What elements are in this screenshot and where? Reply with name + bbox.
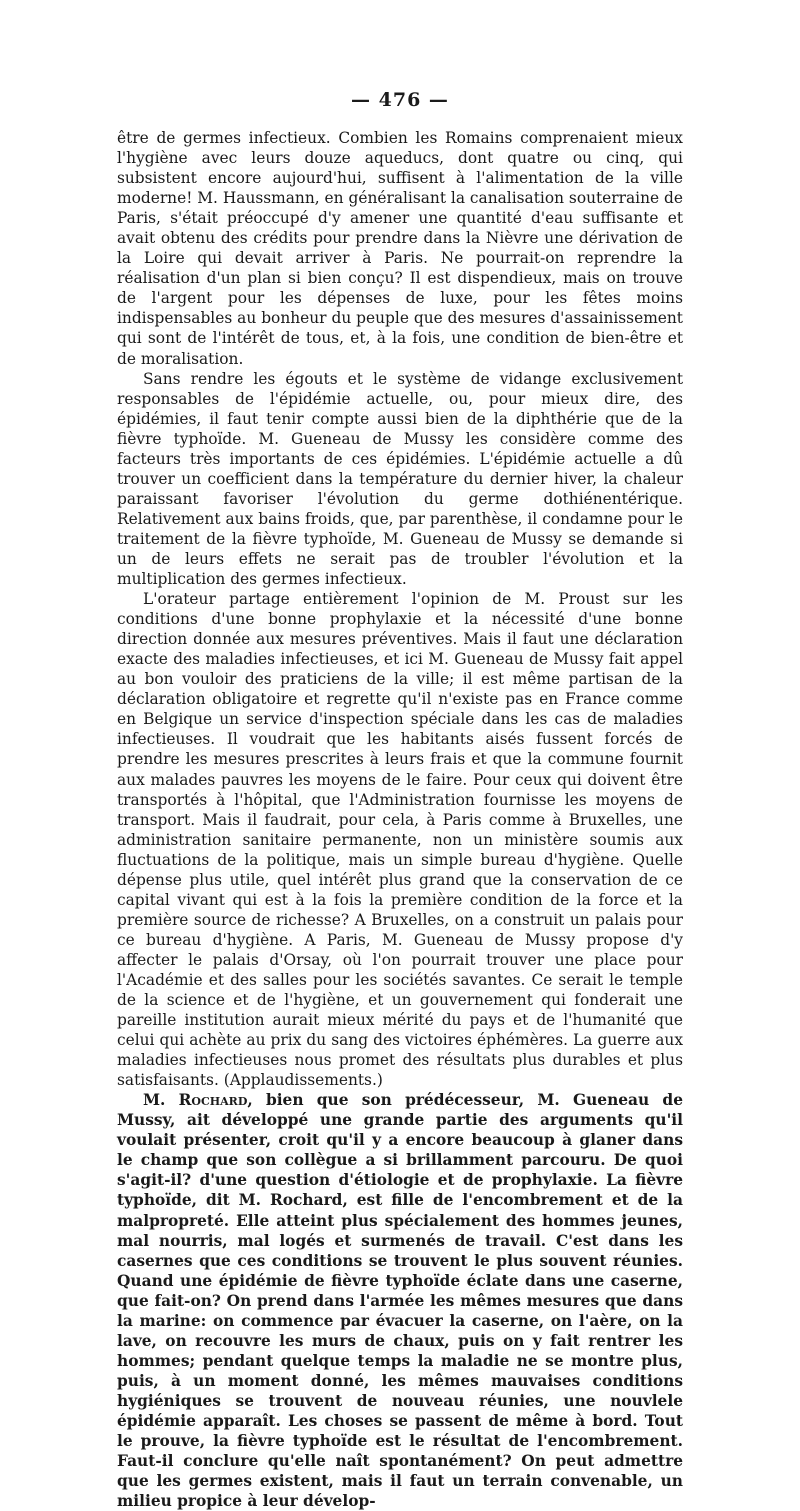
paragraph-4 bbox=[117, 1090, 683, 1511]
speaker-name: M. Rochard, bbox=[143, 1091, 253, 1110]
paragraph-text: L'orateur partage entièrement l'opinion de M. Proust sur les conditions d'une bonne prophylaxie et la nécessité d'une bonne direction donnée aux mesures préventives. Mais il faut une déclaration exacte des maladies infectieuses, et ici M. Gueneau de Mussy fait appel au bon vouloir des praticiens de la ville; il est même partisan de la déclaration obligatoire et regrette qu'il n'existe pas en France comme en Belgique un service d'inspection spéciale dans les cas de maladies infectieuses. Il voudrait que les habitants aisés fussent forcés de prendre les mesures prescrites à leurs frais et que la commune fournit aux malades pauvres les moyens de le faire. Pour ceux qui doivent être transportés à l'hôpital, que l'Administration fournisse les moyens de transport. Mais il faudrait, pour cela, à Paris comme à Bruxelles, une administration sanitaire permanente, non un ministère soumis aux fluctuations de la politique, mais un simple bureau d'hygiène. Quelle dépense plus utile, quel intérêt plus grand que la conservation de ce capital vivant qui est à la fois la première condition de la force et la première source de richesse? A Bruxelles, on a construit un palais pour ce bureau d'hygiène. A Paris, M. Gueneau de Mussy propose d'y affecter le palais d'Orsay, où l'on pourrait trouver une place pour l'Académie et des salles pour les sociétés savantes. Ce serait le temple de la science et de l'hygiène, et un gouvernement qui fonderait une pareille institution aurait mieux mérité du pays et de l'humanité que celui qui achète au prix du sang des victoires éphémères. La guerre aux maladies infectieuses nous promet des résultats plus durables et plus satisfaisants. (Applaudissements.) bbox=[117, 590, 683, 1090]
body-text bbox=[117, 128, 683, 1511]
paragraph-text: bien que son prédécesseur, M. Gueneau de Mussy, ait développé une grande partie des arguments qu'il voulait présenter, croit qu'il y a encore beaucoup à glaner dans le champ que son collègue a si brillamment parcouru. De quoi s'agit-il? d'une question d'étiologie et de prophylaxie. La fièvre typhoïde, dit M. Rochard, est fille de l'encombrement et de la malpropreté. Elle atteint plus spécialement des hommes jeunes, mal nourris, mal logés et surmenés de travail. C'est dans les casernes que ces conditions se trouvent le plus souvent réunies. Quand une épidémie de fièvre typhoïde éclate dans une caserne, que fait-on? On prend dans l'armée les mêmes mesures que dans la marine: on commence par évacuer la caserne, on l'aère, on la lave, on recouvre les murs de chaux, puis on y fait rentrer les hommes; pendant quelque temps la maladie ne se montre plus, puis, à un moment donné, les mêmes mauvaises conditions hygiéniques se trouvent de nouveau réunies, une nouvlele épidémie apparaît. Les choses se passent de même à bord. Tout le prouve, la fièvre typhoïde est le résultat de l'encombrement. Faut-il conclure qu'elle naît spontanément? On peut admettre que les germes existent, mais il faut un terrain convenable, un milieu propice à leur dévelop- bbox=[117, 1091, 683, 1511]
paragraph-text: Sans rendre les égouts et le système de vidange exclusivement responsables de l'épidémie actuelle, ou, pour mieux dire, des épidémies, il faut tenir compte aussi bien de la diphthérie que de la fièvre typhoïde. M. Gueneau de Mussy les considère comme des facteurs très importants de ces épidémies. L'épidémie actuelle a dû trouver un coefficient dans la température du dernier hiver, la chaleur paraissant favoriser l'évolution du germe dothiénentérique. Relativement aux bains froids, que, par parenthèse, il condamne pour le traitement de la fièvre typhoïde, M. Gueneau de Mussy se demande si un de leurs effets ne serait pas de troubler l'évolution et la multiplication des germes infectieux. bbox=[117, 369, 683, 589]
paragraph-2 bbox=[117, 369, 683, 590]
book-page bbox=[117, 86, 683, 1511]
paragraph-text: être de germes infectieux. Combien les Romains comprenaient mieux l'hygiène avec leurs douze aqueducs, dont quatre ou cinq, qui subsistent encore aujourd'hui, suffisent à l'alimentation de la ville moderne! M. Haussmann, en généralisant la canalisation souterraine de Paris, s'était préoccupé d'y amener une quantité d'eau suffisante et avait obtenu des crédits pour prendre dans la Nièvre une dérivation de la Loire qui devait arriver à Paris. Ne pourrait-on reprendre la réalisation d'un plan si bien conçu? Il est dispendieux, mais on trouve de l'argent pour les dépenses de luxe, pour les fêtes moins indispensables au bonheur du peuple que des mesures d'assainissement qui sont de l'intérêt de tous, et, à la fois, une condition de bien-être et de moralisation. bbox=[117, 129, 683, 368]
page-number: — 476 — bbox=[351, 89, 449, 111]
paragraph-1 bbox=[117, 128, 683, 369]
paragraph-3 bbox=[117, 589, 683, 1090]
